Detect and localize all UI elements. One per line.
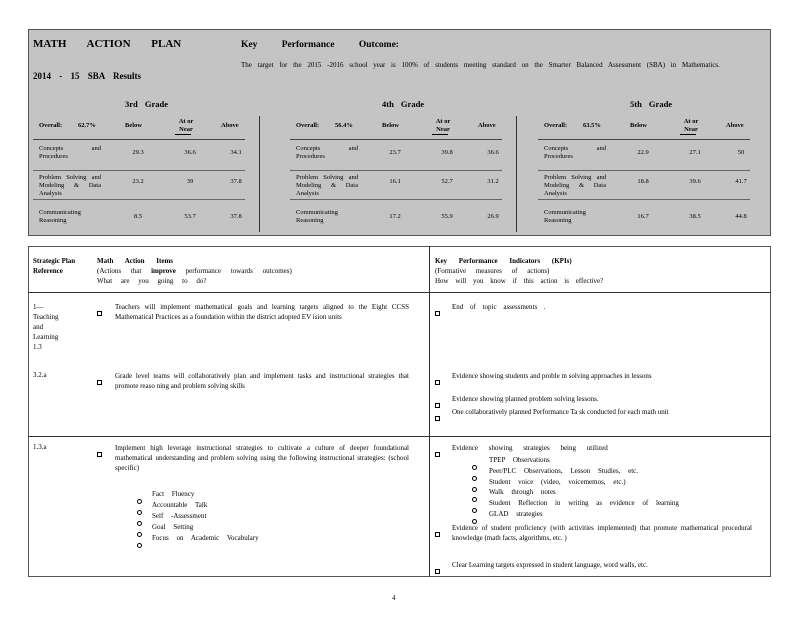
row3-ref: 1.3.a — [33, 443, 47, 451]
category-label: Communicating Reasoning — [39, 209, 81, 224]
row1-ref: 1— Teaching and Learning 1.3 — [33, 303, 59, 351]
overall-value: 56.4% — [335, 122, 353, 129]
value-at-or-near: 39.6 — [689, 178, 701, 185]
value-below: 29.3 — [132, 149, 144, 156]
value-at-or-near: 39.8 — [441, 149, 453, 156]
strategy-item: Goal Setting — [152, 523, 194, 531]
grade-title: 5th Grade — [630, 99, 673, 109]
value-above: 37.8 — [230, 213, 242, 220]
value-above: 41.7 — [735, 178, 747, 185]
value-above: 34.1 — [230, 149, 242, 156]
value-at-or-near: 38.5 — [689, 213, 701, 220]
bullet-icon — [435, 561, 440, 579]
strategy-item: Self -Assessment — [152, 512, 207, 520]
strategy-item: Accountable Talk — [152, 501, 208, 509]
plan-subtitle: 2014 - 15 SBA Results — [33, 71, 142, 81]
category-label: Communicating Reasoning — [296, 209, 338, 224]
col-below: Below — [382, 122, 399, 129]
kpo-title: Key Performance Outcome: — [241, 40, 399, 50]
col-at-or-near: At or Near — [683, 118, 699, 133]
bullet-icon — [97, 372, 102, 390]
row2-ref: 3.2.a — [33, 371, 47, 379]
col-above: Above — [726, 122, 744, 129]
value-at-or-near: 52.7 — [441, 178, 453, 185]
value-below: 22.9 — [637, 149, 649, 156]
bullet-icon — [435, 444, 440, 462]
value-above: 26.9 — [487, 213, 499, 220]
value-below: 18.8 — [637, 178, 649, 185]
value-above: 50 — [737, 149, 745, 156]
bullet-icon — [435, 524, 440, 542]
value-below: 23.2 — [132, 178, 144, 185]
kpi-subitem: Student Reflection in writing as evidence of learning — [489, 499, 679, 508]
value-at-or-near: 53.7 — [184, 213, 196, 220]
kpi-item: Evidence showing students and proble m solving approaches in lessons — [452, 372, 652, 380]
col-below: Below — [630, 122, 647, 129]
overall-value: 63.5% — [583, 122, 601, 129]
plan-title: MATH ACTION PLAN — [33, 38, 182, 50]
value-below: 23.7 — [389, 149, 401, 156]
value-above: 37.8 — [230, 178, 242, 185]
col-at-or-near: At or Near — [178, 118, 194, 133]
col-above: Above — [478, 122, 496, 129]
category-label: Communicating Reasoning — [544, 209, 586, 224]
bullet-icon — [435, 303, 440, 321]
row1-action: Teachers will implement mathematical goals and learning targets aligned to the Eight CCSS Mathematical Practices as a foundation within the district adopted EV ision units — [115, 303, 409, 321]
col-below: Below — [125, 122, 142, 129]
value-at-or-near: 36.6 — [184, 149, 196, 156]
value-above: 36.6 — [487, 149, 499, 156]
kpi-item: Evidence of student proficiency (with activities implemented) that promote mathematical procedural knowledge (math facts, algorithms, etc. ) — [452, 524, 752, 542]
col-header-kpis: Key Performance Indicators (KPIs) (Formative measures of actions) How will you know if this action is effective? — [435, 257, 604, 285]
grade-title: 3rd Grade — [125, 99, 169, 109]
bullet-icon — [97, 303, 102, 321]
kpi-item: Evidence showing strategies being utilized — [452, 444, 608, 452]
category-label: Concepts and Procedures — [544, 145, 606, 160]
kpi-subitem: TPEP Observations — [489, 456, 550, 464]
col-above: Above — [221, 122, 239, 129]
kpi-subitem: Walk through notes — [489, 488, 556, 497]
value-above: 31.2 — [487, 178, 499, 185]
category-label: Concepts and Procedures — [39, 145, 101, 160]
strategy-item: Focus on Academic Vocabulary — [152, 534, 259, 542]
category-label: Problem Solving and Modeling & Data Analysis — [544, 174, 606, 197]
value-below: 16.7 — [637, 213, 649, 220]
value-at-or-near: 27.1 — [689, 149, 701, 156]
overall-label: Overall: — [544, 122, 568, 129]
circle-bullet-icon — [137, 535, 142, 553]
category-label: Problem Solving and Modeling & Data Analysis — [296, 174, 358, 197]
bullet-icon — [435, 408, 440, 426]
col-header-actions: Math Action Items (Actions that improve performance towards outcomes) What are you going to do? — [97, 257, 292, 285]
value-at-or-near: 39 — [186, 178, 194, 185]
row1-kpi: End of topic assessments . — [452, 303, 546, 311]
value-below: 8.5 — [133, 213, 143, 220]
value-below: 16.1 — [389, 178, 401, 185]
overall-label: Overall: — [296, 122, 320, 129]
bullet-icon — [97, 444, 102, 462]
overall-label: Overall: — [39, 122, 63, 129]
overall-value: 62.7% — [78, 122, 96, 129]
grade-title: 4th Grade — [382, 99, 425, 109]
kpi-item: One collaboratively planned Performance Ta sk conducted for each math unit — [452, 408, 669, 416]
kpi-item: Clear Learning targets expressed in student language, word walls, etc. — [452, 561, 648, 569]
row3-action: Implement high leverage instructional strategies to cultivate a culture of deeper foundational mathematical understanding and problem solving using the following instructional strategies: (school specific) — [115, 444, 409, 472]
bullet-icon — [435, 372, 440, 390]
strategy-item: Fact Fluency — [152, 490, 195, 498]
col-at-or-near: At or Near — [435, 118, 451, 133]
page-number: 4 — [392, 594, 396, 602]
kpo-text: The target for the 2015 -2016 school year is 100% of students meeting standard on the Smarter Balanced Assessment (SBA) in Mathematics. — [241, 61, 720, 69]
category-label: Problem Solving and Modeling & Data Analysis — [39, 174, 101, 197]
kpi-item: Evidence showing planned problem solving lessons. — [452, 395, 599, 403]
category-label: Concepts and Procedures — [296, 145, 358, 160]
value-above: 44.8 — [735, 213, 747, 220]
value-below: 17.2 — [389, 213, 401, 220]
kpi-subitem: Peer/PLC Observations, Lesson Studies, etc. — [489, 466, 639, 475]
kpi-subitem: Student voice (video, voicememos, etc.) — [489, 477, 626, 486]
value-at-or-near: 55.9 — [441, 213, 453, 220]
kpi-subitem: GLAD strategies — [489, 510, 543, 518]
col-header-ref: Strategic Plan Reference — [33, 257, 76, 275]
row2-action: Grade level teams will collaboratively plan and implement tasks and instructional strategies that promote reaso ning and problem solving skills — [115, 372, 409, 390]
